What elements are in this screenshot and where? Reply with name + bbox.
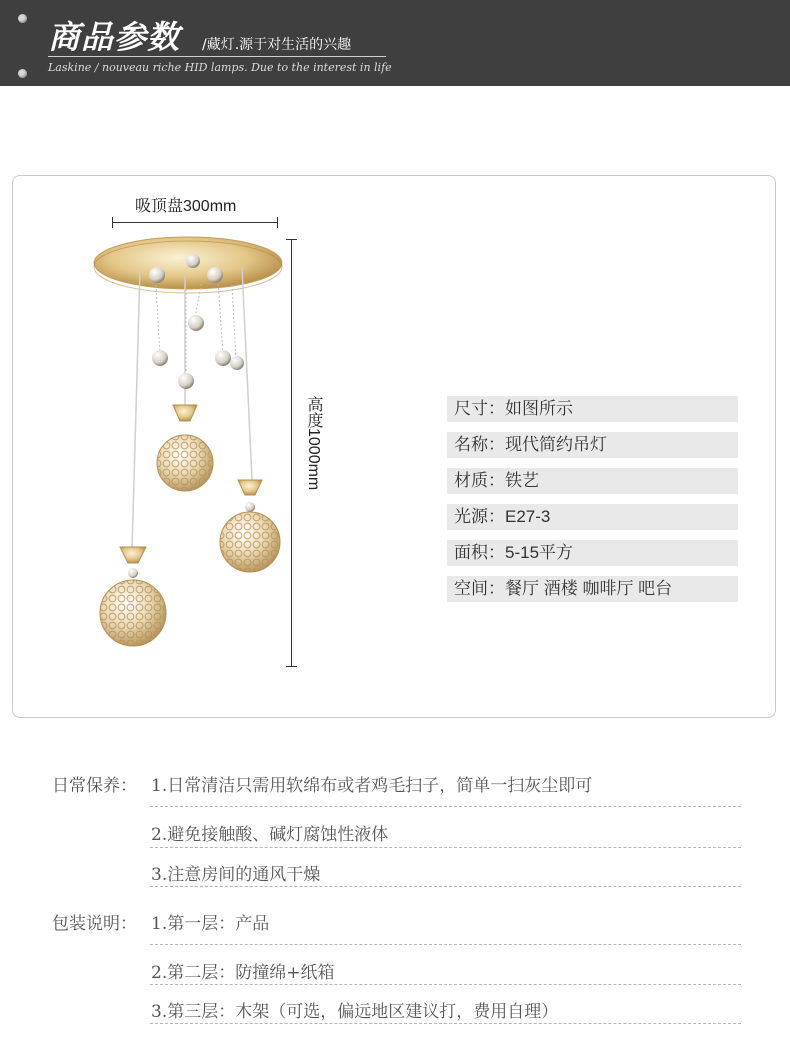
spec-light-source: 光源：E27-3 (447, 504, 738, 530)
maintenance-item: 2.避免接触酸、碱灯腐蚀性液体 (151, 825, 389, 845)
spec-list (447, 396, 738, 612)
spec-space: 空间：餐厅 酒楼 咖啡厅 吧台 (447, 576, 738, 602)
height-dimension-label: 高度1000mm (305, 396, 322, 491)
packaging-label: 包装说明： (52, 914, 137, 934)
bullet-dot-icon (18, 14, 27, 23)
dashed-divider (150, 847, 741, 848)
packaging-item: 1.第一层：产品 (151, 914, 270, 934)
maintenance-item: 1.日常清洁只需用软绵布或者鸡毛扫子，简单一扫灰尘即可 (151, 776, 593, 796)
bullet-dot-icon (18, 69, 27, 78)
spec-material: 材质：铁艺 (447, 468, 738, 494)
header-divider (48, 56, 386, 57)
page-subtitle: /藏灯.源于对生活的兴趣 (202, 37, 352, 53)
page-title: 商品参数 (48, 18, 181, 56)
maintenance-item: 3.注意房间的通风干燥 (151, 865, 321, 885)
height-dimension-line (291, 239, 292, 666)
dashed-divider (150, 1023, 741, 1024)
dashed-divider (150, 886, 741, 887)
dashed-divider (150, 944, 741, 945)
width-dimension-label: 吸顶盘300mm (135, 198, 237, 215)
packaging-item: 2.第二层：防撞绵+纸箱 (151, 963, 335, 983)
dashed-divider (150, 984, 741, 985)
maintenance-label: 日常保养： (52, 776, 137, 796)
width-dimension-line (112, 222, 278, 223)
page-tagline: Laskine / nouveau riche HID lamps. Due to the interest in life (48, 61, 392, 74)
packaging-item: 3.第三层：木架（可选，偏远地区建议打，费用自理） (151, 1002, 559, 1022)
dashed-divider (150, 806, 741, 807)
spec-size: 尺寸：如图所示 (447, 396, 738, 422)
pendant-lamp-image (90, 225, 290, 665)
header-banner (0, 0, 790, 86)
dimension-cap (286, 666, 297, 667)
spec-name: 名称：现代简约吊灯 (447, 432, 738, 458)
spec-area: 面积：5-15平方 (447, 540, 738, 566)
